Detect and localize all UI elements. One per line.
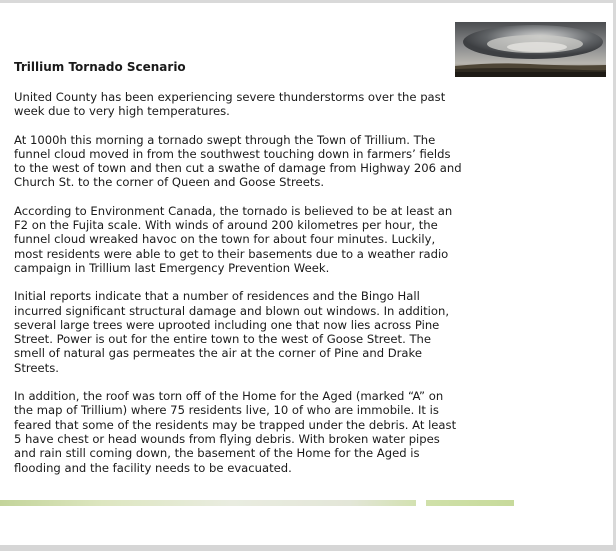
top-border [0,0,616,3]
text-line: Streets. [14,360,59,375]
text-line: In addition, the roof was torn off of the Home for the Aged (marked “A” on [14,389,444,404]
text-line: 5 have chest or head wounds from flying debris. With broken water pipes [14,431,440,446]
text-line: United County has been experiencing severe thunderstorms over the past [14,90,446,104]
text-line: the map of Trillium) where 75 residents live, 10 of who are immobile. It is [14,403,439,418]
text-line: At 1000h this morning a tornado swept through the Town of Trillium. The [14,132,436,147]
paragraph-home-for-aged [14,389,494,475]
text-line: Initial reports indicate that a number of residences and the Bingo Hall [14,289,420,304]
page-title: Trillium Tornado Scenario [14,60,186,74]
paragraph-intro [14,90,494,119]
bottom-border [0,545,616,551]
footer-decorative-strip [0,500,514,506]
text-line: Church St. to the corner of Queen and Goose Streets. [14,175,325,190]
document-body [14,60,494,489]
text-line: and rain still coming down, the basement of the Home for the Aged is [14,446,420,461]
text-line: Street. Power is out for the entire town to the west of Goose Street. The [14,332,432,347]
text-line: to the west of town and then cut a swathe of damage from Highway 206 and [14,161,462,176]
paragraph-environment-canada [14,204,494,275]
text-line: incurred significant structural damage and blown out windows. In addition, [14,303,450,318]
text-line: funnel cloud moved in from the southwest touching down in farmers’ fields [14,146,451,161]
text-line: feared that some of the residents may be trapped under the debris. At least [14,417,457,432]
text-line: most residents were able to get to their basements due to a weather radio [14,246,449,261]
text-line: According to Environment Canada, the tornado is believed to be at least an [14,203,453,218]
text-line: smell of natural gas permeates the air at the corner of Pine and Drake [14,346,422,361]
text-line: flooding and the facility needs to be evacuated. [14,460,292,475]
text-line: F2 on the Fujita scale. With winds of around 200 kilometres per hour, the [14,218,438,233]
paragraph-initial-reports [14,289,494,375]
footer-strip-gap [416,500,426,506]
text-line: several large trees were uprooted including one that now lies across Pine [14,317,440,332]
text-line: week due to very high temperatures. [14,104,230,119]
paragraph-tornado-event [14,133,494,190]
text-line: funnel cloud wreaked havoc on the town for about four minutes. Luckily, [14,232,436,247]
text-line: campaign in Trillium last Emergency Prevention Week. [14,260,330,275]
